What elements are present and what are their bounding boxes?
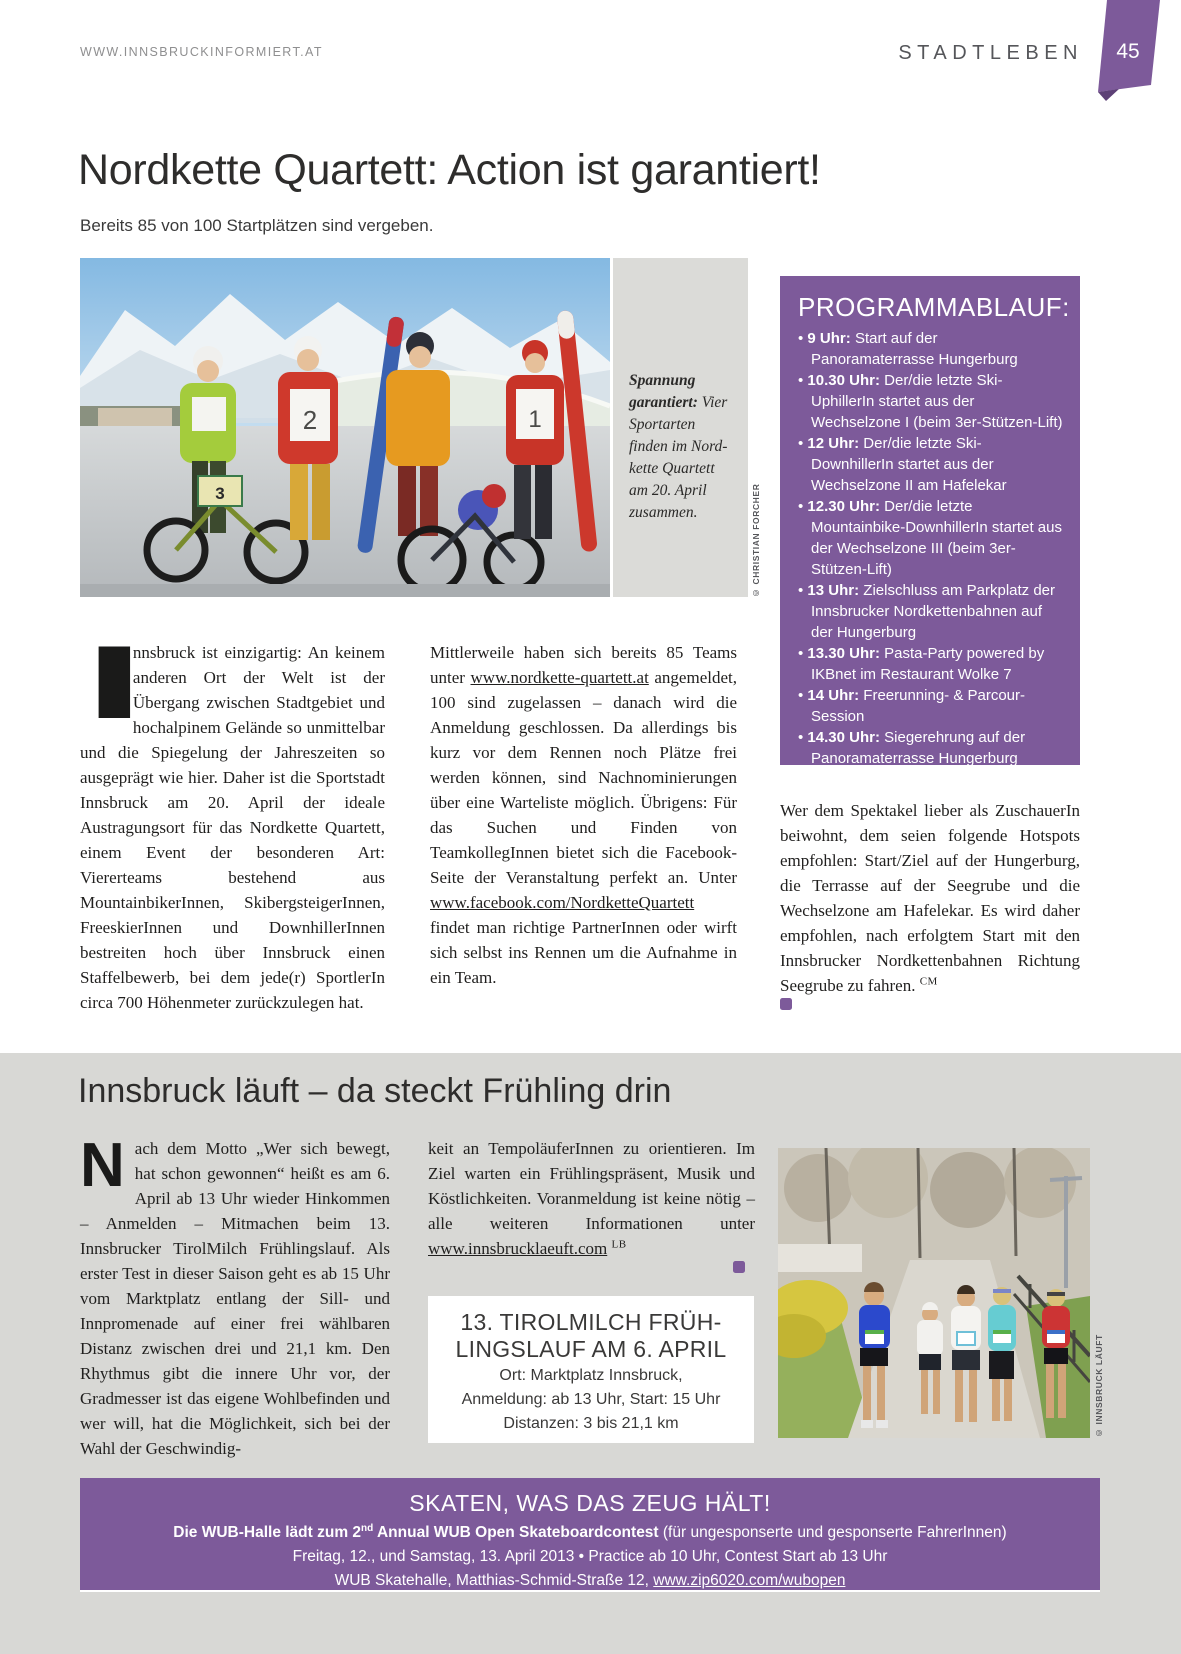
program-item: • 13 Uhr: Zielschluss am Parkplatz der Innsbrucker Nordkettenbahnen auf der Hungerburg — [798, 580, 1064, 643]
author-initials: LB — [611, 1238, 627, 1251]
page-number: 45 — [1116, 40, 1140, 63]
end-mark — [780, 998, 792, 1010]
caption-lead: Spannung garantiert: — [629, 372, 698, 411]
program-item: • 13.30 Uhr: Pasta-Party powered by IKBnet im Restaurant Wolke 7 — [798, 643, 1064, 685]
end-mark — [733, 1261, 745, 1273]
link-zip6020-wubopen[interactable]: www.zip6020.com/wubopen — [653, 1572, 846, 1590]
program-heading: PROGRAMMABLAUF: — [798, 292, 1070, 322]
skatebox-line2: Freitag, 12., und Samstag, 13. April 2013 • Practice ab 10 Uhr, Contest Start ab 13 Uhr — [292, 1548, 888, 1566]
program-item: • 12 Uhr: Der/die letzte Ski-DownhillerIn startet aus der Wechselzone II am Hafelekar — [798, 433, 1064, 496]
skate-announcement-box — [80, 1478, 1100, 1592]
article2-title: Innsbruck läuft – da steckt Frühling drin — [78, 1072, 672, 1110]
author-initials: CM — [919, 975, 938, 988]
skatebox-line3: WUB Skatehalle, Matthias-Schmid-Straße 12, www.zip6020.com/wubopen — [334, 1572, 846, 1590]
article2-column-2: keit an TempoläuferInnen zu orientieren. Im Ziel warten ein Frühlingspräsent, Musik und Köstlichkeiten. Voranmeldung ist keine nötig – alle weiteren Informationen unter www.innsbrucklaeuft.com $^{LB}$ — [428, 1136, 755, 1261]
article1-column-3: Wer dem Spektakel lieber als ZuschauerIn beiwohnt, dem seien folgende Hotspots empfohlen: Start/Ziel auf der Hungerburg, die Terrasse auf der Seegrube und die Wechselzone am Hafelekar. Es wird daher empfohlen, nach erfolgtem Start mit den Innsbrucker Nordkettenbahnen Richtung Seegrube zu fahren. $^{CM}$ — [780, 798, 1080, 998]
page-number-tab — [1093, 0, 1163, 102]
program-list — [798, 328, 1064, 769]
article1-photo — [80, 258, 610, 597]
fruehlingslauf-infobox — [428, 1296, 754, 1443]
race-bib-number: 2 — [302, 405, 318, 435]
link-innsbrucklaeuft[interactable]: www.innsbrucklaeuft.com — [428, 1239, 608, 1258]
article2-column-1: Nach dem Motto „Wer sich bewegt, hat schon gewonnen“ heißt es am 6. April ab 13 Uhr wieder Hinkommen – Anmelden – Mitmachen beim 13. Innsbrucker TirolMilch Frühlingslauf. Als erster Test in dieser Saison geht es ab 15 Uhr vom Marktplatz entlang der Sill- und Innpromenade auf einer frei wählbaren Distanz zwischen drei und 21,1 km. Den Rhythmus gibt die innere Uhr vor, der Gradmesser ist das eigene Wohlbefinden und wer will, hat die Möglichkeit, sich bei der Wahl der Geschwindig- — [80, 1131, 390, 1458]
caption-text: Vier Sportarten finden im Nordkette Quartett am 20. April zusammen. — [629, 394, 728, 521]
runners-photo-illustration — [778, 1148, 1090, 1438]
program-item: • 9 Uhr: Start auf der Panoramaterrasse Hungerburg — [798, 328, 1064, 370]
infobox-distances: Distanzen: 3 bis 21,1 km — [503, 1415, 679, 1432]
article1-title: Nordkette Quartett: Action ist garantiert! — [78, 146, 821, 194]
section-title: STADTLEBEN — [898, 42, 1083, 64]
photo-caption — [613, 258, 748, 597]
program-item: • 14.30 Uhr: Siegerehrung auf der Panoramaterrasse Hungerburg — [798, 727, 1064, 769]
link-nordkette-quartett[interactable]: www.nordkette-quartett.at — [470, 668, 649, 687]
bike-plate-number: 3 — [215, 484, 225, 503]
photo-credit: © CHRISTIAN FORCHER — [751, 483, 761, 598]
article1-column-1: I nnsbruck ist einzigartig: An keinem anderen Ort der Welt ist der Übergang zwischen Stadtgebiet und hochalpinem Gelände so unmittelbar und die Spiegelung der Jahreszeiten so ausgeprägt wie hier. Daher ist die Sportstadt Innsbruck am 20. April der ideale Austragungsort für das Nordkette Quartett, einem Event der besonderen Art: Viererteams bestehend aus MountainbikerInnen, SkibergsteigerInnen, FreeskierInnen und DownhillerInnen bestreiten hoch über Innsbruck einen Staffelbewerb, bei dem jede(r) SportlerIn circa 700 Höhenmeter zurückzulegen hat. — [80, 625, 385, 1012]
program-item: • 14 Uhr: Freerunning- & Parcour-Session — [798, 685, 1064, 727]
article1-subtitle: Bereits 85 von 100 Startplätzen sind vergeben. — [80, 216, 434, 235]
program-box — [780, 276, 1080, 765]
infobox-location: Ort: Marktplatz Innsbruck, — [499, 1367, 683, 1384]
website-url: WWW.INNSBRUCKINFORMIERT.AT — [80, 45, 323, 59]
program-item: • 12.30 Uhr: Der/die letzte Mountainbike-DownhillerIn startet aus der Wechselzone III (beim 3er-Stützen-Lift) — [798, 496, 1064, 580]
skatebox-line1: Die WUB-Halle lädt zum 2nd Annual WUB Open Skateboardcontest (für ungesponserte und gesponserte FahrerInnen) — [173, 1523, 1007, 1542]
link-facebook-nordkettequartett[interactable]: www.facebook.com/NordketteQuartett — [430, 893, 695, 912]
program-item: • 10.30 Uhr: Der/die letzte Ski-UphillerIn startet aus der Wechselzone I (beim 3er-Stützen-Lift) — [798, 370, 1064, 433]
dropcap: N — [80, 1131, 125, 1200]
article1-column-2: Mittlerweile haben sich bereits 85 Teams unter www.nordkette-quartett.at angemeldet, 100 sind zugelassen – danach wird die Anmeldung geschlossen. Da allerdings bis kurz vor dem Rennen noch Plätze frei werden können, sind Nachnominierungen über eine Warteliste möglich. Übrigens: Für das Suchen und Finden von TeamkollegInnen bietet sich die Facebook-Seite der Veranstaltung perfekt an. Unter www.facebook.com/NordketteQuartett findet man richtige PartnerInnen oder wirft sich selbst ins Rennen um die Aufnahme in ein Team. — [430, 643, 737, 987]
article2-photo — [778, 1148, 1090, 1438]
photo-credit: © INNSBRUCK LÄUFT — [1094, 1334, 1104, 1438]
dropcap: I — [84, 625, 145, 741]
infobox-times: Anmeldung: ab 13 Uhr, Start: 15 Uhr — [461, 1391, 721, 1408]
winter-team-photo-illustration — [80, 258, 610, 597]
infobox-heading: 13. TIROLMILCH FRÜH- LINGSLAUF AM 6. APRIL — [455, 1309, 727, 1362]
skatebox-title: SKATEN, WAS DAS ZEUG HÄLT! — [409, 1490, 771, 1516]
race-bib-number: 1 — [528, 406, 542, 433]
